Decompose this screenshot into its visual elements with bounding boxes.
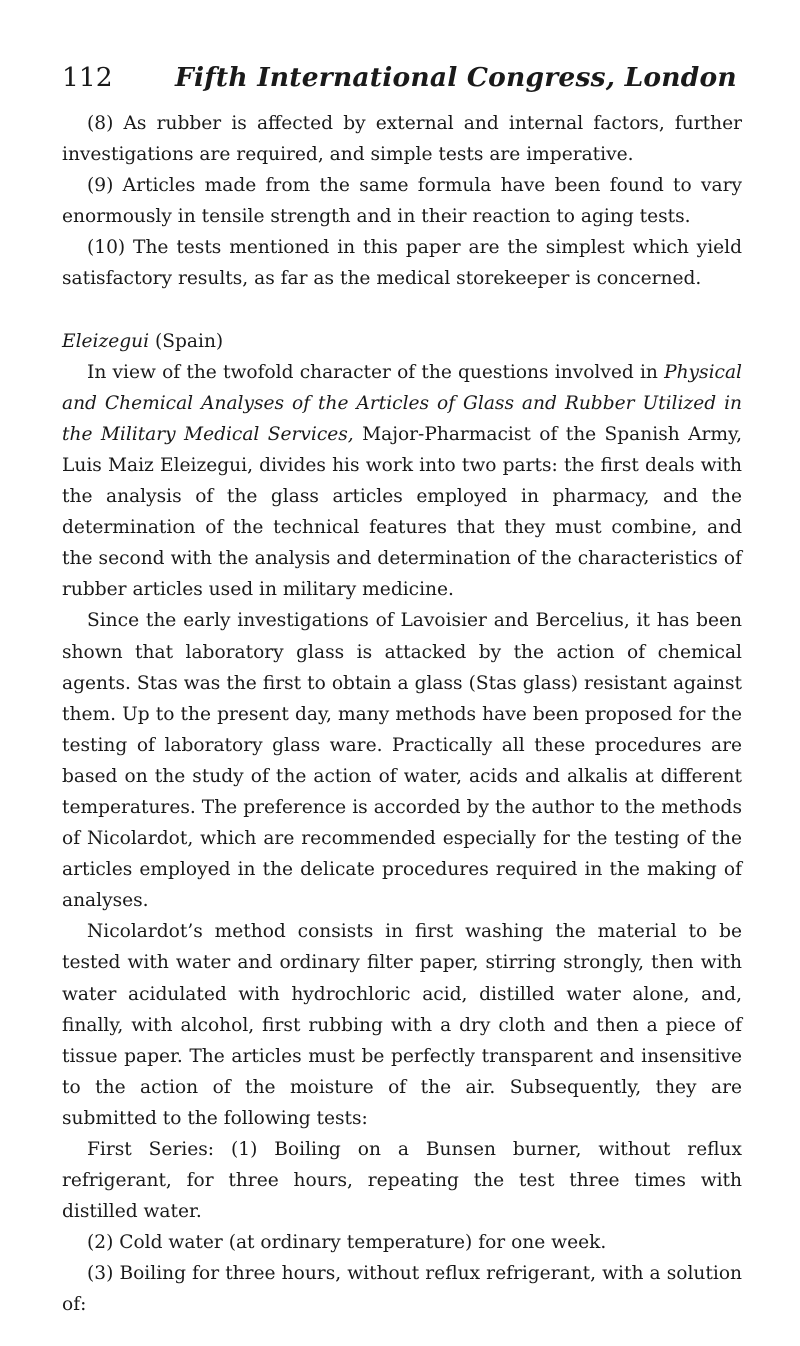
running-title: Fifth International Congress, London bbox=[175, 62, 737, 93]
paragraph-conclusion-8: (8) As rubber is affected by external and internal factors, further investigations are required, and simple tests are imperative. bbox=[62, 113, 742, 166]
paragraph-first-series: First Series: (1) Boiling on a Bunsen burner, without reflux refrigerant, for three hours, repeating the test three times with distilled water. bbox=[62, 1139, 742, 1223]
paragraph-boiling-solution: (3) Boiling for three hours, without reflux refrigerant, with a solution of: bbox=[62, 1263, 742, 1316]
paragraph-lavoisier: Since the early investigations of Lavoisier and Bercelius, it has been shown that laboratory glass is attacked by the action of chemical agents. Stas was the first to obtain a glass (Stas glass) resistant against them. Up to the present day, many methods have been proposed for the testing of laboratory glass ware. Practically all these procedures are based on the study of the action of water, acids and alkalis at different temperatures. The preference is accorded by the author to the methods of Nicolardot, which are recommended especially for the testing of the articles employed in the delicate procedures required in the making of analyses. bbox=[62, 610, 742, 912]
paragraph-nicolardot-method: Nicolardot’s method consists in first washing the material to be tested with water and ordinary filter paper, stirring strongly, then with water acidulated with hydrochloric acid, distilled water alone, and, finally, with alcohol, first rubbing with a dry cloth and then a piece of tissue paper. The articles must be perfectly transparent and insensitive to the action of the moisture of the air. Subsequently, they are submitted to the following tests: bbox=[62, 921, 742, 1129]
intro-paper-title: Physical and Chemical Analyses of the Articles of Glass and Rubber Utilized in the Military Medical Services, bbox=[62, 361, 742, 445]
page-number: 112 bbox=[62, 62, 113, 93]
running-head bbox=[62, 62, 742, 94]
paragraph-conclusion-9: (9) Articles made from the same formula have been found to vary enormously in tensile strength and in their reaction to aging tests. bbox=[62, 175, 742, 228]
section-author: Eleizegui bbox=[62, 330, 150, 352]
section-country: (Spain) bbox=[155, 330, 224, 352]
paragraph-conclusion-10: (10) The tests mentioned in this paper are the simplest which yield satisfactory results, as far as the medical storekeeper is concerned. bbox=[62, 237, 742, 290]
paragraph-intro bbox=[62, 357, 742, 606]
intro-lead: In view of the twofold character of the questions involved in bbox=[87, 361, 665, 383]
paragraph-cold-water: (2) Cold water (at ordinary temperature) for one week. bbox=[87, 1232, 607, 1254]
intro-rest: Major-Pharmacist of the Spanish Army, Luis Maiz Eleizegui, divides his work into two parts: the first deals with the analysis of the glass articles employed in pharmacy, and the determination of the technical features that they must combine, and the second with the analysis and determination of the characteristics of rubber articles used in military medicine. bbox=[62, 423, 742, 601]
document-page bbox=[62, 62, 742, 1321]
section-heading bbox=[62, 326, 742, 357]
